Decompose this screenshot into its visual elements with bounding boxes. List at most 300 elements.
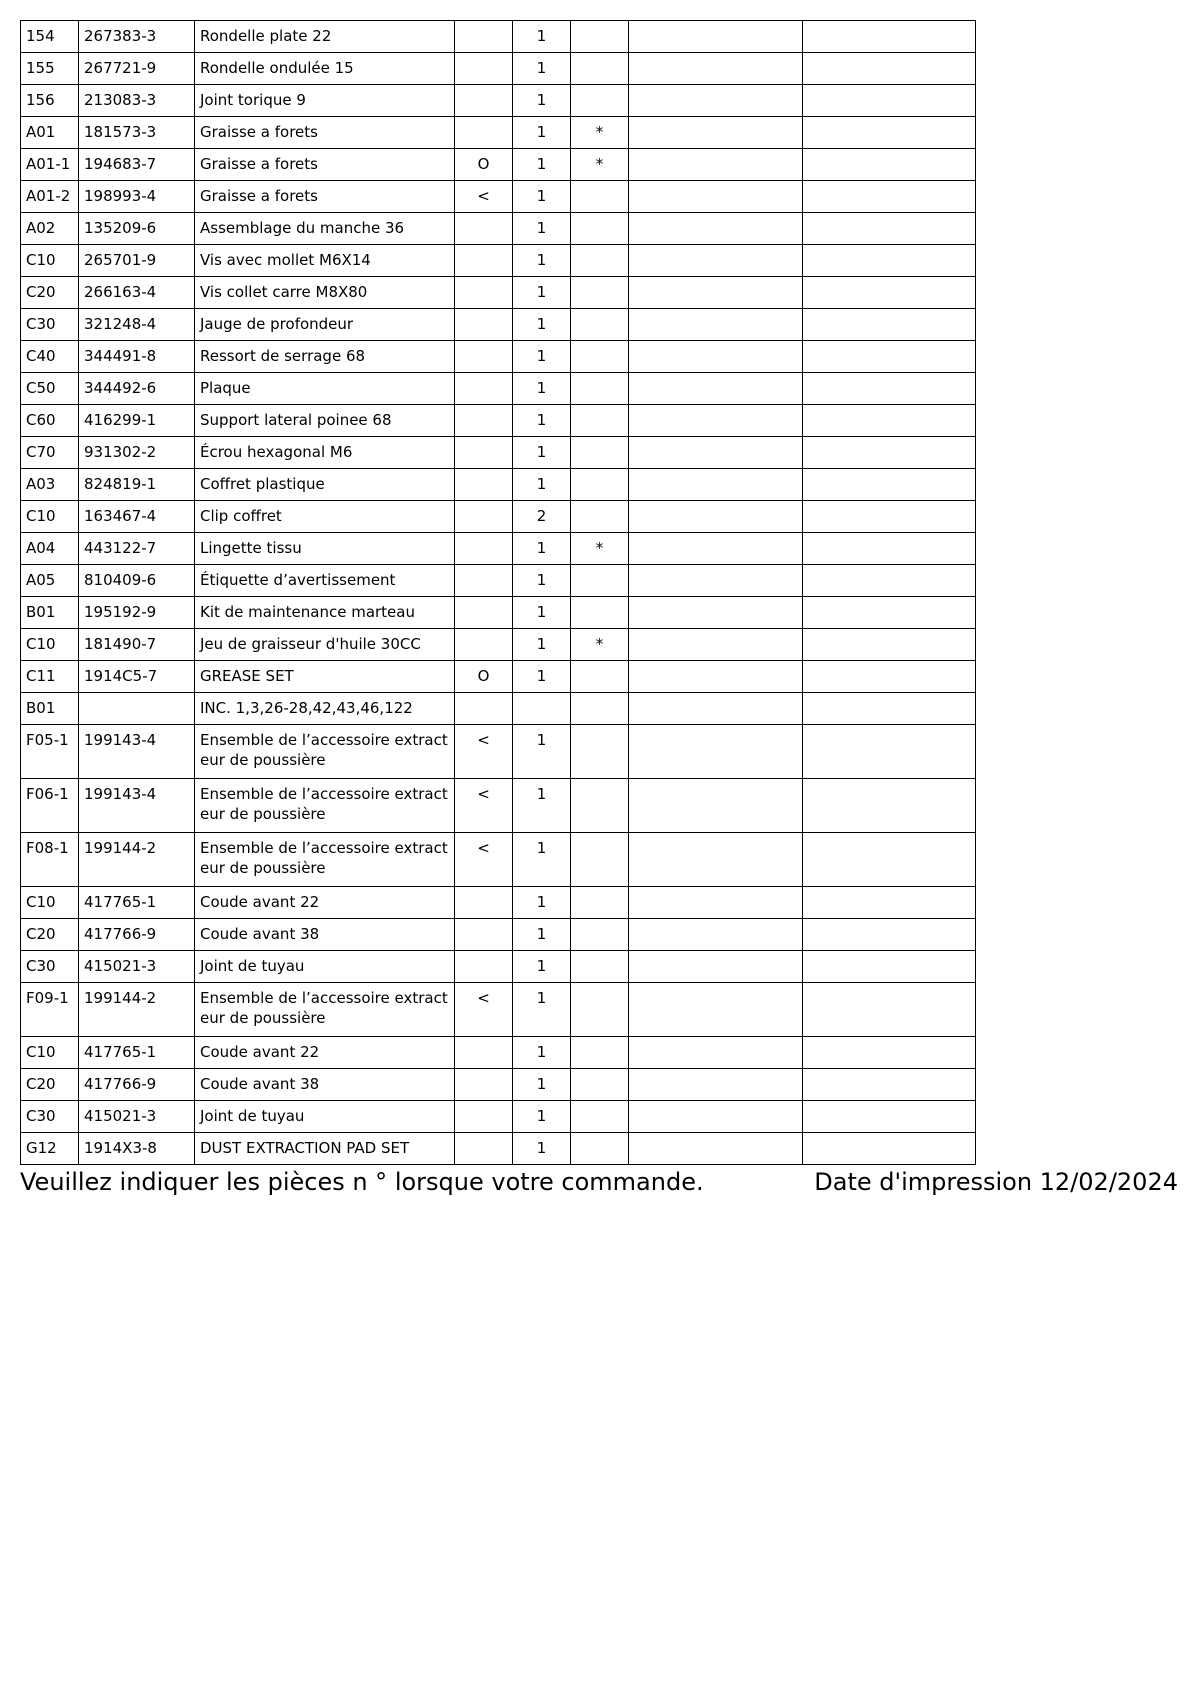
empty-cell	[629, 629, 803, 661]
empty-cell	[629, 983, 803, 1037]
ref-cell: G12	[21, 1133, 79, 1165]
quantity-cell: 1	[513, 1133, 571, 1165]
ref-cell: C30	[21, 951, 79, 983]
empty-cell	[803, 1069, 976, 1101]
note-cell	[571, 661, 629, 693]
description-cell: Coude avant 22	[195, 887, 455, 919]
part-number-cell: 417765-1	[79, 887, 195, 919]
ref-cell: C30	[21, 1101, 79, 1133]
table-row	[21, 405, 976, 437]
mark-cell	[455, 1101, 513, 1133]
note-cell	[571, 565, 629, 597]
description-cell: Support lateral poinee 68	[195, 405, 455, 437]
empty-cell	[803, 1133, 976, 1165]
quantity-cell: 1	[513, 373, 571, 405]
empty-cell	[803, 1037, 976, 1069]
table-row	[21, 951, 976, 983]
part-number-cell: 135209-6	[79, 213, 195, 245]
empty-cell	[629, 1101, 803, 1133]
table-row	[21, 1101, 976, 1133]
empty-cell	[629, 117, 803, 149]
part-number-cell: 195192-9	[79, 597, 195, 629]
part-number-cell: 267721-9	[79, 53, 195, 85]
quantity-cell: 1	[513, 53, 571, 85]
table-row	[21, 779, 976, 833]
quantity-cell: 1	[513, 725, 571, 779]
table-row	[21, 277, 976, 309]
description-cell: Joint de tuyau	[195, 1101, 455, 1133]
note-cell	[571, 1101, 629, 1133]
table-row	[21, 919, 976, 951]
description-cell: Ensemble de l’accessoire extracteur de poussière	[195, 983, 455, 1037]
mark-cell: <	[455, 983, 513, 1037]
description-cell: Ensemble de l’accessoire extracteur de poussière	[195, 779, 455, 833]
mark-cell	[455, 501, 513, 533]
description-cell: Rondelle plate 22	[195, 21, 455, 53]
ref-cell: C70	[21, 437, 79, 469]
quantity-cell: 1	[513, 437, 571, 469]
quantity-cell: 1	[513, 661, 571, 693]
description-cell: Coude avant 38	[195, 919, 455, 951]
empty-cell	[803, 887, 976, 919]
description-cell: Ressort de serrage 68	[195, 341, 455, 373]
empty-cell	[803, 53, 976, 85]
empty-cell	[803, 597, 976, 629]
description-cell: INC. 1,3,26-28,42,43,46,122	[195, 693, 455, 725]
part-number-cell: 415021-3	[79, 951, 195, 983]
note-cell	[571, 213, 629, 245]
quantity-cell: 1	[513, 1101, 571, 1133]
empty-cell	[803, 833, 976, 887]
table-row	[21, 373, 976, 405]
empty-cell	[629, 213, 803, 245]
mark-cell	[455, 373, 513, 405]
table-row	[21, 213, 976, 245]
note-cell	[571, 597, 629, 629]
description-cell: Ensemble de l’accessoire extracteur de poussière	[195, 725, 455, 779]
part-number-cell: 931302-2	[79, 437, 195, 469]
description-cell: Graisse a forets	[195, 149, 455, 181]
mark-cell: <	[455, 725, 513, 779]
part-number-cell: 417766-9	[79, 919, 195, 951]
empty-cell	[803, 501, 976, 533]
empty-cell	[629, 661, 803, 693]
quantity-cell: 1	[513, 405, 571, 437]
table-row	[21, 1069, 976, 1101]
mark-cell: O	[455, 661, 513, 693]
part-number-cell: 267383-3	[79, 21, 195, 53]
table-row	[21, 469, 976, 501]
empty-cell	[803, 309, 976, 341]
part-number-cell: 163467-4	[79, 501, 195, 533]
description-cell: Vis avec mollet M6X14	[195, 245, 455, 277]
ref-cell: C60	[21, 405, 79, 437]
description-cell: Vis collet carre M8X80	[195, 277, 455, 309]
mark-cell	[455, 85, 513, 117]
description-cell: Graisse a forets	[195, 181, 455, 213]
table-row	[21, 117, 976, 149]
empty-cell	[803, 213, 976, 245]
ref-cell: C20	[21, 1069, 79, 1101]
empty-cell	[629, 405, 803, 437]
note-cell	[571, 21, 629, 53]
part-number-cell: 417766-9	[79, 1069, 195, 1101]
empty-cell	[629, 181, 803, 213]
empty-cell	[803, 117, 976, 149]
mark-cell	[455, 117, 513, 149]
part-number-cell: 344491-8	[79, 341, 195, 373]
empty-cell	[803, 437, 976, 469]
table-row	[21, 309, 976, 341]
table-row	[21, 887, 976, 919]
mark-cell	[455, 951, 513, 983]
part-number-cell: 198993-4	[79, 181, 195, 213]
part-number-cell: 265701-9	[79, 245, 195, 277]
note-cell	[571, 1069, 629, 1101]
part-number-cell: 810409-6	[79, 565, 195, 597]
ref-cell: A01	[21, 117, 79, 149]
empty-cell	[629, 951, 803, 983]
empty-cell	[803, 629, 976, 661]
part-number-cell: 344492-6	[79, 373, 195, 405]
empty-cell	[629, 53, 803, 85]
note-cell: *	[571, 533, 629, 565]
table-row	[21, 181, 976, 213]
ref-cell: C10	[21, 1037, 79, 1069]
note-cell: *	[571, 149, 629, 181]
quantity-cell: 1	[513, 597, 571, 629]
empty-cell	[629, 85, 803, 117]
description-cell: Clip coffret	[195, 501, 455, 533]
note-cell	[571, 405, 629, 437]
empty-cell	[803, 341, 976, 373]
table-row	[21, 533, 976, 565]
ref-cell: C10	[21, 501, 79, 533]
mark-cell	[455, 309, 513, 341]
description-cell: Coffret plastique	[195, 469, 455, 501]
ref-cell: A02	[21, 213, 79, 245]
table-row	[21, 501, 976, 533]
quantity-cell: 1	[513, 213, 571, 245]
description-cell: DUST EXTRACTION PAD SET	[195, 1133, 455, 1165]
quantity-cell: 1	[513, 779, 571, 833]
empty-cell	[803, 983, 976, 1037]
quantity-cell: 1	[513, 533, 571, 565]
empty-cell	[629, 833, 803, 887]
note-cell: *	[571, 117, 629, 149]
description-cell: Jeu de graisseur d'huile 30CC	[195, 629, 455, 661]
table-row	[21, 21, 976, 53]
note-cell	[571, 1133, 629, 1165]
ref-cell: 155	[21, 53, 79, 85]
quantity-cell: 1	[513, 245, 571, 277]
part-number-cell: 199144-2	[79, 983, 195, 1037]
empty-cell	[629, 469, 803, 501]
quantity-cell: 1	[513, 565, 571, 597]
note-cell	[571, 725, 629, 779]
quantity-cell: 1	[513, 277, 571, 309]
table-row	[21, 53, 976, 85]
mark-cell	[455, 1037, 513, 1069]
ref-cell: F06-1	[21, 779, 79, 833]
table-row	[21, 597, 976, 629]
empty-cell	[629, 565, 803, 597]
note-cell	[571, 693, 629, 725]
part-number-cell: 824819-1	[79, 469, 195, 501]
table-row	[21, 693, 976, 725]
mark-cell	[455, 405, 513, 437]
empty-cell	[629, 1037, 803, 1069]
description-cell: Plaque	[195, 373, 455, 405]
mark-cell	[455, 1133, 513, 1165]
description-cell: Graisse a forets	[195, 117, 455, 149]
table-row	[21, 1133, 976, 1165]
quantity-cell: 1	[513, 887, 571, 919]
mark-cell	[455, 565, 513, 597]
empty-cell	[803, 725, 976, 779]
empty-cell	[803, 373, 976, 405]
empty-cell	[629, 437, 803, 469]
description-cell: Étiquette d’avertissement	[195, 565, 455, 597]
part-number-cell: 199144-2	[79, 833, 195, 887]
ref-cell: B01	[21, 597, 79, 629]
description-cell: GREASE SET	[195, 661, 455, 693]
table-row	[21, 1037, 976, 1069]
empty-cell	[629, 887, 803, 919]
quantity-cell: 2	[513, 501, 571, 533]
empty-cell	[629, 597, 803, 629]
part-number-cell	[79, 693, 195, 725]
mark-cell	[455, 629, 513, 661]
table-row	[21, 725, 976, 779]
empty-cell	[629, 341, 803, 373]
note-cell	[571, 469, 629, 501]
note-cell	[571, 309, 629, 341]
quantity-cell: 1	[513, 21, 571, 53]
description-cell: Joint de tuyau	[195, 951, 455, 983]
note-cell	[571, 951, 629, 983]
empty-cell	[803, 951, 976, 983]
order-instruction: Veuillez indiquer les pièces n ° lorsque votre commande.	[20, 1168, 704, 1196]
mark-cell	[455, 213, 513, 245]
quantity-cell: 1	[513, 629, 571, 661]
part-number-cell: 181573-3	[79, 117, 195, 149]
quantity-cell: 1	[513, 117, 571, 149]
quantity-cell: 1	[513, 983, 571, 1037]
table-row	[21, 245, 976, 277]
note-cell	[571, 887, 629, 919]
table-row	[21, 629, 976, 661]
quantity-cell: 1	[513, 149, 571, 181]
empty-cell	[629, 149, 803, 181]
empty-cell	[803, 181, 976, 213]
ref-cell: A03	[21, 469, 79, 501]
ref-cell: C11	[21, 661, 79, 693]
empty-cell	[803, 149, 976, 181]
empty-cell	[629, 373, 803, 405]
print-date: Date d'impression 12/02/2024	[814, 1168, 1178, 1196]
ref-cell: C10	[21, 887, 79, 919]
table-row	[21, 341, 976, 373]
empty-cell	[803, 85, 976, 117]
note-cell	[571, 245, 629, 277]
mark-cell: O	[455, 149, 513, 181]
table-row	[21, 565, 976, 597]
table-row	[21, 833, 976, 887]
mark-cell	[455, 437, 513, 469]
empty-cell	[803, 779, 976, 833]
part-number-cell: 199143-4	[79, 725, 195, 779]
note-cell	[571, 983, 629, 1037]
ref-cell: C20	[21, 919, 79, 951]
description-cell: Rondelle ondulée 15	[195, 53, 455, 85]
note-cell	[571, 181, 629, 213]
ref-cell: C50	[21, 373, 79, 405]
part-number-cell: 213083-3	[79, 85, 195, 117]
description-cell: Ensemble de l’accessoire extracteur de poussière	[195, 833, 455, 887]
empty-cell	[803, 919, 976, 951]
parts-table	[20, 20, 976, 1165]
empty-cell	[803, 245, 976, 277]
ref-cell: A01-1	[21, 149, 79, 181]
mark-cell	[455, 693, 513, 725]
quantity-cell: 1	[513, 1069, 571, 1101]
description-cell: Kit de maintenance marteau	[195, 597, 455, 629]
empty-cell	[803, 565, 976, 597]
ref-cell: A05	[21, 565, 79, 597]
part-number-cell: 1914C5-7	[79, 661, 195, 693]
mark-cell	[455, 887, 513, 919]
mark-cell	[455, 1069, 513, 1101]
note-cell	[571, 833, 629, 887]
note-cell	[571, 85, 629, 117]
mark-cell: <	[455, 833, 513, 887]
empty-cell	[629, 779, 803, 833]
note-cell	[571, 1037, 629, 1069]
ref-cell: C20	[21, 277, 79, 309]
empty-cell	[629, 501, 803, 533]
mark-cell: <	[455, 779, 513, 833]
empty-cell	[803, 469, 976, 501]
empty-cell	[629, 277, 803, 309]
empty-cell	[803, 533, 976, 565]
mark-cell	[455, 245, 513, 277]
table-row	[21, 437, 976, 469]
note-cell	[571, 53, 629, 85]
empty-cell	[629, 1133, 803, 1165]
quantity-cell: 1	[513, 181, 571, 213]
ref-cell: C10	[21, 629, 79, 661]
table-row	[21, 149, 976, 181]
empty-cell	[629, 533, 803, 565]
quantity-cell: 1	[513, 469, 571, 501]
empty-cell	[803, 277, 976, 309]
note-cell	[571, 341, 629, 373]
ref-cell: A04	[21, 533, 79, 565]
quantity-cell	[513, 693, 571, 725]
part-number-cell: 199143-4	[79, 779, 195, 833]
part-number-cell: 416299-1	[79, 405, 195, 437]
empty-cell	[803, 405, 976, 437]
ref-cell: C30	[21, 309, 79, 341]
parts-table-body	[21, 21, 976, 1165]
description-cell: Jauge de profondeur	[195, 309, 455, 341]
empty-cell	[629, 693, 803, 725]
note-cell	[571, 919, 629, 951]
empty-cell	[803, 21, 976, 53]
part-number-cell: 321248-4	[79, 309, 195, 341]
ref-cell: B01	[21, 693, 79, 725]
mark-cell	[455, 53, 513, 85]
quantity-cell: 1	[513, 833, 571, 887]
ref-cell: 156	[21, 85, 79, 117]
part-number-cell: 443122-7	[79, 533, 195, 565]
description-cell: Assemblage du manche 36	[195, 213, 455, 245]
quantity-cell: 1	[513, 1037, 571, 1069]
empty-cell	[629, 309, 803, 341]
part-number-cell: 415021-3	[79, 1101, 195, 1133]
ref-cell: F08-1	[21, 833, 79, 887]
quantity-cell: 1	[513, 85, 571, 117]
description-cell: Joint torique 9	[195, 85, 455, 117]
table-row	[21, 85, 976, 117]
ref-cell: F05-1	[21, 725, 79, 779]
part-number-cell: 181490-7	[79, 629, 195, 661]
mark-cell	[455, 533, 513, 565]
part-number-cell: 194683-7	[79, 149, 195, 181]
quantity-cell: 1	[513, 919, 571, 951]
ref-cell: F09-1	[21, 983, 79, 1037]
part-number-cell: 1914X3-8	[79, 1133, 195, 1165]
empty-cell	[803, 1101, 976, 1133]
empty-cell	[629, 919, 803, 951]
description-cell: Écrou hexagonal M6	[195, 437, 455, 469]
quantity-cell: 1	[513, 309, 571, 341]
note-cell	[571, 501, 629, 533]
mark-cell: <	[455, 181, 513, 213]
mark-cell	[455, 597, 513, 629]
note-cell	[571, 779, 629, 833]
quantity-cell: 1	[513, 951, 571, 983]
description-cell: Coude avant 38	[195, 1069, 455, 1101]
mark-cell	[455, 341, 513, 373]
ref-cell: C10	[21, 245, 79, 277]
mark-cell	[455, 919, 513, 951]
ref-cell: A01-2	[21, 181, 79, 213]
empty-cell	[629, 245, 803, 277]
part-number-cell: 266163-4	[79, 277, 195, 309]
empty-cell	[629, 725, 803, 779]
empty-cell	[629, 21, 803, 53]
note-cell: *	[571, 629, 629, 661]
ref-cell: C40	[21, 341, 79, 373]
mark-cell	[455, 277, 513, 309]
note-cell	[571, 277, 629, 309]
mark-cell	[455, 469, 513, 501]
description-cell: Lingette tissu	[195, 533, 455, 565]
table-row	[21, 661, 976, 693]
note-cell	[571, 437, 629, 469]
table-row	[21, 983, 976, 1037]
description-cell: Coude avant 22	[195, 1037, 455, 1069]
mark-cell	[455, 21, 513, 53]
part-number-cell: 417765-1	[79, 1037, 195, 1069]
empty-cell	[803, 661, 976, 693]
empty-cell	[629, 1069, 803, 1101]
ref-cell: 154	[21, 21, 79, 53]
empty-cell	[803, 693, 976, 725]
note-cell	[571, 373, 629, 405]
